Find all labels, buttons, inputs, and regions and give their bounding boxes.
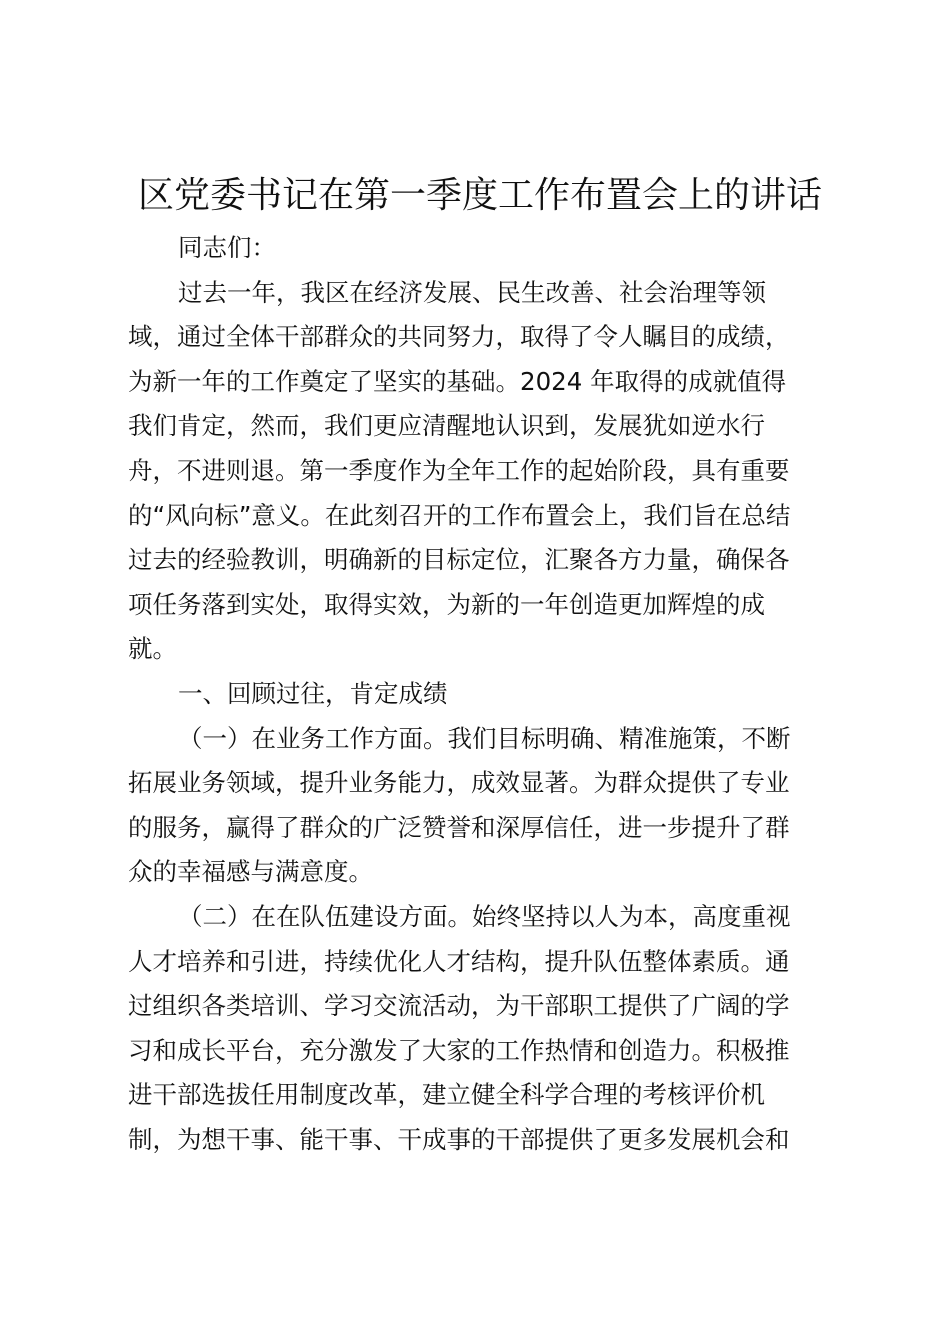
paragraph-line: 一、回顾过往，肯定成绩 <box>178 678 448 708</box>
paragraph-line: 过组织各类培训、学习交流活动，为干部职工提供了广阔的学 <box>128 991 790 1021</box>
paragraph-line: 过去一年，我区在经济发展、民生改善、社会治理等领 <box>178 277 766 307</box>
paragraph-line: 过去的经验教训，明确新的目标定位，汇聚各方力量，确保各 <box>128 545 790 575</box>
paragraph-line: 拓展业务领域，提升业务能力，成效显著。为群众提供了专业 <box>128 768 790 798</box>
paragraph-line: （一）在业务工作方面。我们目标明确、精准施策，不断 <box>178 723 791 753</box>
paragraph-line: 众的幸福感与满意度。 <box>128 857 373 887</box>
paragraph-line: 就。 <box>128 634 177 664</box>
paragraph-line: 同志们： <box>178 233 276 262</box>
paragraph-line: 的“风向标”意义。在此刻召开的工作布置会上，我们旨在总结 <box>128 500 791 530</box>
paragraph-line: 项任务落到实处，取得实效，为新的一年创造更加辉煌的成 <box>128 589 765 619</box>
document-title: 区党委书记在第一季度工作布置会上的讲话 <box>137 175 822 216</box>
paragraph-line: 习和成长平台，充分激发了大家的工作热情和创造力。积极推 <box>128 1035 790 1065</box>
paragraph-line: 进干部选拔任用制度改革，建立健全科学合理的考核评价机 <box>128 1080 765 1110</box>
document-body <box>128 226 824 1162</box>
paragraph-line: 制，为想干事、能干事、干成事的干部提供了更多发展机会和 <box>128 1124 790 1154</box>
paragraph-line: 我们肯定，然而，我们更应清醒地认识到，发展犹如逆水行 <box>128 411 765 441</box>
paragraph-line: （二）在在队伍建设方面。始终坚持以人为本，高度重视 <box>178 901 791 931</box>
paragraph-line: 为新一年的工作奠定了坚实的基础。2024 年取得的成就值得 <box>128 366 787 396</box>
paragraph-line: 域，通过全体干部群众的共同努力，取得了令人瞩目的成绩， <box>128 322 790 352</box>
paragraph-line: 的服务，赢得了群众的广泛赞誉和深厚信任，进一步提升了群 <box>128 812 790 842</box>
paragraph-line: 舟，不进则退。第一季度作为全年工作的起始阶段，具有重要 <box>128 455 790 485</box>
paragraph-line: 人才培养和引进，持续优化人才结构，提升队伍整体素质。通 <box>128 946 790 976</box>
